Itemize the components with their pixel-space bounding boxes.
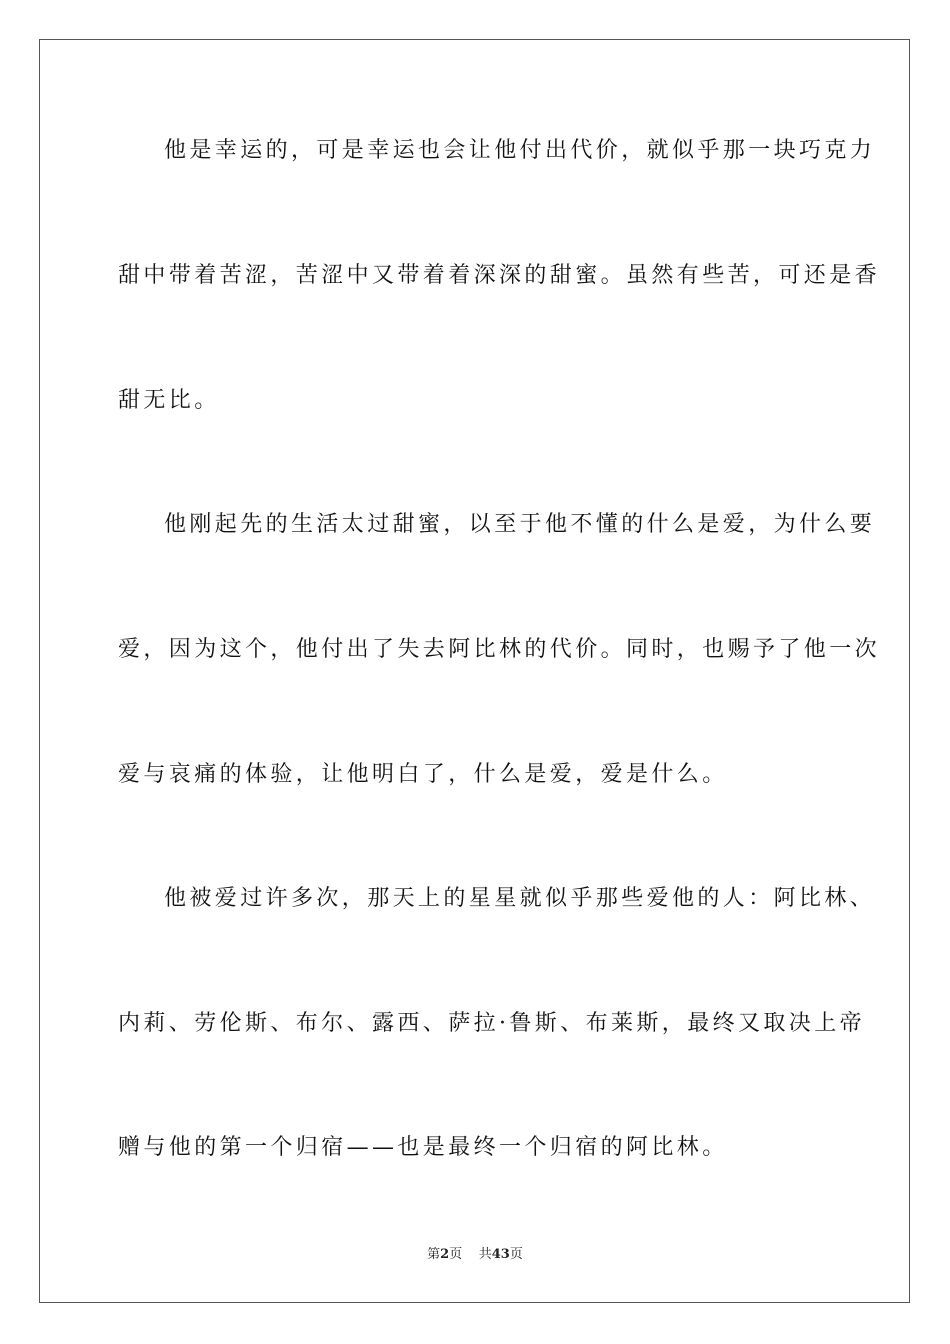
page-footer: [0, 1246, 950, 1264]
paragraph-2-line-1: 他刚起先的生活太过甜蜜，以至于他不懂的什么是爱，为什么要: [164, 512, 876, 537]
paragraph-1-line-1: 他是幸运的，可是幸运也会让他付出代价，就似乎那一块巧克力: [164, 138, 876, 163]
page-suffix: 页: [449, 1247, 463, 1262]
paragraph-3-line-3: 赠与他的第一个归宿——也是最终一个归宿的阿比林。: [118, 1135, 728, 1160]
paragraph-2-line-3: 爱与哀痛的体验，让他明白了，什么是爱，爱是什么。: [118, 762, 728, 787]
total-pages: 43: [491, 1247, 510, 1262]
paragraph-3-line-1: 他被爱过许多次，那天上的星星就似乎那些爱他的人：阿比林、: [164, 886, 876, 911]
page-border: [39, 39, 910, 1303]
paragraph-3-line-2: 内莉、劳伦斯、布尔、露西、萨拉·鲁斯、布莱斯，最终又取决上帝: [118, 1011, 865, 1036]
total-prefix: 共: [478, 1247, 492, 1262]
paragraph-1-line-2: 甜中带着苦涩，苦涩中又带着着深深的甜蜜。虽然有些苦，可还是香: [118, 263, 881, 288]
total-suffix: 页: [509, 1247, 523, 1262]
page-number: 2: [440, 1247, 450, 1262]
paragraph-2-line-2: 爱，因为这个，他付出了失去阿比林的代价。同时，也赐予了他一次: [118, 637, 881, 662]
paragraph-1-line-3: 甜无比。: [118, 388, 220, 413]
page-prefix: 第: [427, 1247, 441, 1262]
